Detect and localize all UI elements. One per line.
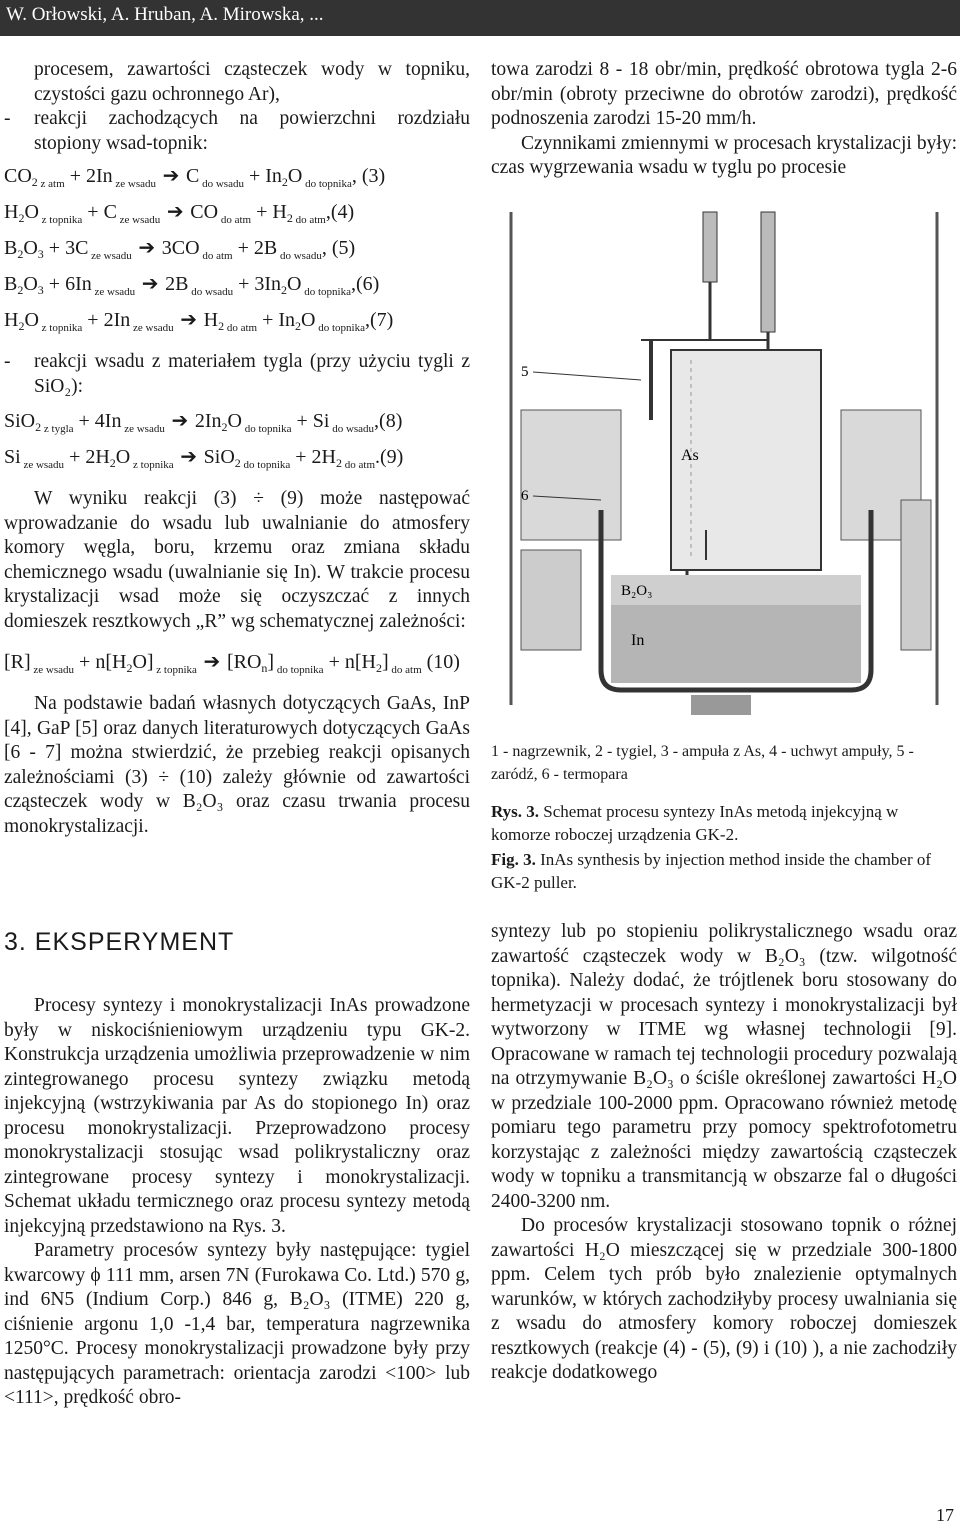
label-in: In	[631, 632, 645, 649]
running-header: W. Orłowski, A. Hruban, A. Mirowska, ...	[6, 4, 324, 25]
left-column-bottom	[4, 994, 470, 1411]
equation-7: $H_2O$ $_{z topnika}$ + 2In $_{ze wsadu}$ ➔ $H_2$ $_{do atm} + In_2O$ $_{do topnika}$,(7)	[4, 309, 394, 334]
equation-3: $CO_2$ $_{z atm}$ + 2In $_{ze wsadu}$ ➔ C $_{do wsadu} + In_2O$ $_{do topnika}$, (3)	[4, 165, 386, 190]
paragraph-variables: Czynnikami zmiennymi w procesach krystalizacji były: czas wygrzewania wsadu w tyglu po procesie	[491, 132, 957, 178]
page-number: 17	[936, 1505, 954, 1525]
section-title: 3. EKSPERYMENT	[4, 928, 235, 956]
figure-caption-pl: Rys. 3. Schemat procesu syntezy InAs metodą injekcyjną w komorze roboczej urządzenia GK-2.	[491, 802, 899, 844]
paragraph-rotation: towa zarodzi 8 - 18 obr/min, prędkość obrotowa tygla 2-6 obr/min (obroty przeciwne do obrotów zarodzi), prędkość podnoszenia zarodzi 15-20 mm/h.	[491, 59, 957, 129]
running-header-bar	[0, 0, 960, 36]
equation-4: $H_2O$ $_{z topnika}$ + C $_{ze wsadu}$ ➔ CO $_{do atm} + H_2$ $_{do atm}$,(4)	[4, 201, 355, 226]
equation-8: SiO$_2$ $_{z tygla}$ + 4In $_{ze wsadu}$ ➔ $2In_2O$ $_{do topnika}$ + Si $_{do wsadu}$,(8)	[4, 410, 403, 435]
equation-6: $B_2O_3 + 6In$ $_{ze wsadu}$ ➔ 2B $_{do wsadu} + 3In_2O$ $_{do topnika}$,(6)	[4, 273, 380, 298]
label-6: 6	[521, 488, 529, 504]
paragraph-experiment: Procesy syntezy i monokrystalizacji InAs prowadzone były w niskociśnieniowym urządzeniu typu GK-2. Konstrukcja urządzenia umożliwia przeprowadzenie w nim zintegrowanego procesu syntezy związku metodą injekcyjną (wstrzykiwania par As do stopionego In) oraz procesu monokrystalizacji. Przeprowadzono procesy monokrystalizacji stosując wsad polikrystaliczny oraz zintegrowane procesy syntezy i monokrystalizacji. Schemat układu termicznego oraz procesu syntezy metodą injekcyjną przedstawiono na Rys. 3.	[4, 995, 470, 1237]
left-column	[4, 58, 470, 839]
label-b2o3: B₂O₃	[621, 583, 653, 599]
figure-caption-en: Fig. 3. InAs synthesis by injection method inside the chamber of GK-2 puller.	[491, 850, 932, 892]
paragraph-topnik: Do procesów krystalizacji stosowano topnik o różnej zawartości H₂O mieszczącej się w przedziale 300-1800 ppm. Celem tych prób było znalezienie optymalnych warunków, w których zachodziłyby procesy uwalniania się z wsadu do atmosfery komory roboczej domieszek resztkowych (reakcje (4) - (5), (9) i (10) ), a nie zachodziły reakcje dodatkowego	[491, 1215, 957, 1383]
figure-legend: 1 - nagrzewnik, 2 - tygiel, 3 - ampuła z As, 4 - uchwyt ampuły, 5 - zaródź, 6 - termopara	[491, 743, 914, 783]
paragraph-flux: syntezy lub po stopieniu polikrystalicznego wsadu oraz zawartość cząsteczek wody w B₂O₃ (tzw. wilgotność topnika). Należy dodać, że trójtlenek boru stosowany do hermetyzacji w procesach syntezy i monokrystalizacji był wytworzony w ITME wg własnej technologii [9]. Opracowane w ramach tej technologii procedury pozwalają na otrzymywanie B₂O₃ o ściśle określonej zawartości H₂O w przedziale 100-2000 ppm. Opracowano również metodę pomiaru tego parametru przy pomocy spektrofotometru korzystając z zależności między zawartością cząsteczek wody w topniku a transmitancją w obszarze fal o długości 2400-3200 nm.	[491, 921, 957, 1212]
equation-5: $B_2O_3 + 3C$ $_{ze wsadu}$ ➔ 3CO $_{do atm}$ + 2B $_{do wsadu}$, (5)	[4, 237, 356, 262]
intro-text: procesem, zawartości cząsteczek wody w topniku, czystości gazu ochronnego Ar),	[34, 59, 470, 105]
paragraph-parameters: Parametry procesów syntezy były następujące: tygiel kwarcowy ϕ 111 mm, arsen 7N (Furokawa Co. Ltd.) 570 g, ind 6N5 (Indium Corp.) 846 g, B₂O₃ (ITME) 220 g, ciśnienie argonu 1,0 -1,4 bar, temperatura nagrzewnika 1250°C. Procesy monokrystalizacji prowadzone były przy następujących parametrach: orientacja zarodzi <100> lub <111>, prędkość obro-	[4, 1240, 470, 1408]
bullet-crucible-reactions: - reakcji wsadu z materiałem tygla (przy użyciu tygli z SiO₂):	[4, 351, 470, 397]
label-as: As	[681, 447, 699, 464]
equation-9: Si $_{ze wsadu} + 2H_2O$ $_{z topnika}$ ➔ SiO$_2$ $_{do topnika} + 2H_2$ $_{do atm}$.(9)	[4, 446, 404, 471]
paragraph-literature: Na podstawie badań własnych dotyczących GaAs, InP [4], GaP [5] oraz danych literaturowych dotyczących GaAs [6 - 7] można stwierdzić, że przebieg reakcji opisanych zależnościami (3) ÷ (10) zależy głównie od zawartości cząsteczek wody w B₂O₃ oraz czasu trwania procesu monokrystalizacji.	[4, 693, 470, 837]
bullet-surface-reactions: - reakcji zachodzących na powierzchni rozdziału stopiony wsad-topnik:	[4, 108, 470, 154]
label-5: 5	[521, 364, 529, 380]
right-column-bottom	[491, 920, 957, 1386]
equation-10: [R] $_{ze wsadu} + n[H_2O]$ $_{z topnika}$ ➔ $[RO_n] _{do topnika} + n[H_2]$ $_{do atm}$ (10)	[4, 651, 460, 676]
right-column-top	[491, 58, 957, 181]
synthesis-schematic-figure	[491, 200, 957, 715]
paragraph-reactions: W wyniku reakcji (3) ÷ (9) może następować wprowadzanie do wsadu lub uwalnianie do atmosfery komory węgla, boru, krzemu oraz zmiana składu chemicznego wsadu (uwalnianie się In). W trakcie procesu krystalizacji wsad może się oczyszczać z innych domieszek resztkowych „R” wg schematycznej zależności:	[4, 488, 470, 632]
